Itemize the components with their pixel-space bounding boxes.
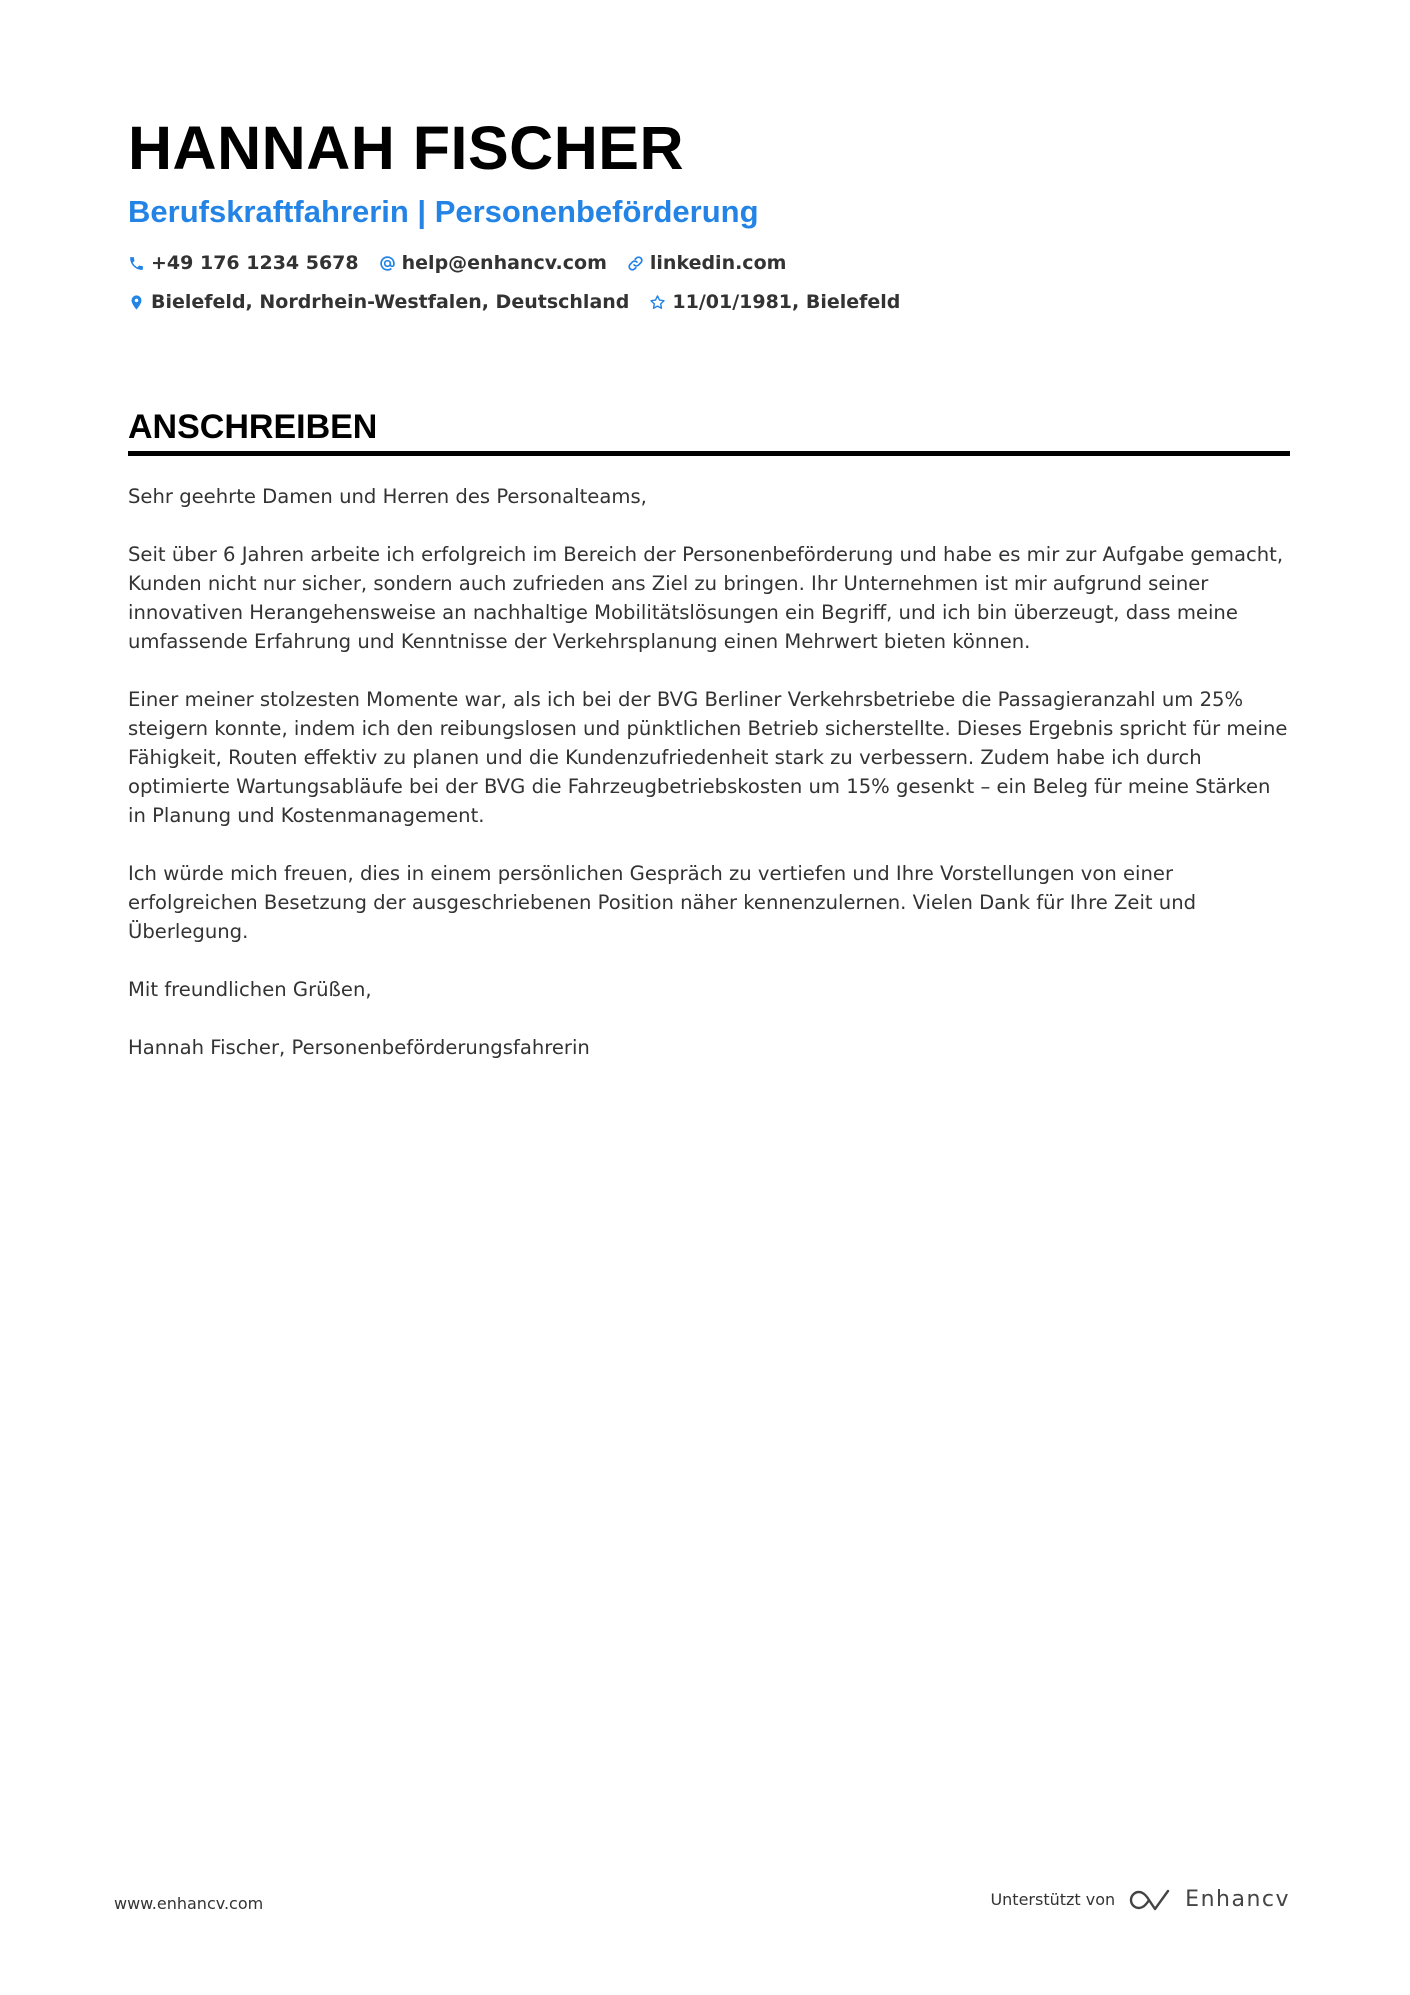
candidate-name: HANNAH FISCHER (128, 114, 684, 182)
letter-paragraph: Einer meiner stolzesten Momente war, als ich bei der BVG Berliner Verkehrsbetriebe die Passagieranzahl um 25% steigern konnte, indem ich den reibungslosen und pünktlichen Betrieb sicherstellte. Dieses Ergebnis spricht für meine Fähigkeit, Routen effektiv zu planen und die Kundenzufriedenheit stark zu verbessern. Zudem habe ich durch optimierte Wartungsabläufe bei der BVG die Fahrzeugbetriebskosten um 15% gesenkt – ein Beleg für meine Stärken in Planung und Kostenmanagement. (128, 688, 1288, 827)
at-icon (379, 255, 396, 272)
contact-birth (649, 288, 900, 317)
letter-paragraph: Ich würde mich freuen, dies in einem persönlichen Gespräch zu vertiefen und Ihre Vorstellungen von einer erfolgreichen Besetzung der ausgeschriebenen Position näher kennenzulernen. Vielen Dank für Ihre Zeit und Überlegung. (128, 862, 1197, 943)
contact-location (128, 288, 629, 317)
header (128, 108, 1288, 317)
letter-salutation: Sehr geehrte Damen und Herren des Personalteams, (128, 485, 647, 508)
powered-by-label: Unterstützt von (990, 1890, 1116, 1909)
contact-email[interactable] (379, 249, 607, 278)
contact-location-text: Bielefeld, Nordrhein-Westfalen, Deutschland (151, 291, 630, 313)
contact-birth-text: 11/01/1981, Bielefeld (672, 291, 901, 313)
brand-name: Enhancv (1185, 1887, 1290, 1912)
enhancv-logo-icon (1127, 1887, 1173, 1913)
contact-list (128, 249, 1288, 317)
contact-linkedin-text[interactable]: linkedin.com (649, 252, 787, 274)
phone-icon (128, 255, 145, 272)
cover-letter-section (128, 405, 1290, 1091)
star-icon (649, 294, 666, 311)
letter-closing: Mit freundlichen Grüßen, (128, 978, 372, 1001)
letter-paragraph: Seit über 6 Jahren arbeite ich erfolgreich im Bereich der Personenbeförderung und habe es mir zur Aufgabe gemacht, Kunden nicht nur sicher, sondern auch zufrieden ans Ziel zu bringen. Ihr Unternehmen ist mir aufgrund seiner innovativen Herangehensweise an nachhaltige Mobilitätslösungen ein Begriff, und ich bin überzeugt, dass meine umfassende Erfahrung und Kenntnisse der Verkehrsplanung einen Mehrwert bieten können. (128, 543, 1284, 653)
footer-website[interactable]: www.enhancv.com (114, 1894, 264, 1913)
contact-email-text[interactable]: help@enhancv.com (401, 252, 607, 274)
section-title: ANSCHREIBEN (128, 408, 378, 446)
letter-body (128, 482, 1290, 1062)
section-divider (128, 451, 1290, 456)
contact-phone-text: +49 176 1234 5678 (151, 252, 359, 274)
letter-signature: Hannah Fischer, Personenbeförderungsfahrerin (128, 1036, 590, 1059)
location-pin-icon (128, 294, 145, 311)
link-icon (627, 255, 644, 272)
footer-branding (990, 1886, 1290, 1914)
contact-linkedin[interactable] (627, 249, 787, 278)
candidate-title: Berufskraftfahrerin | Personenbeförderung (128, 194, 759, 229)
contact-phone (128, 249, 359, 278)
